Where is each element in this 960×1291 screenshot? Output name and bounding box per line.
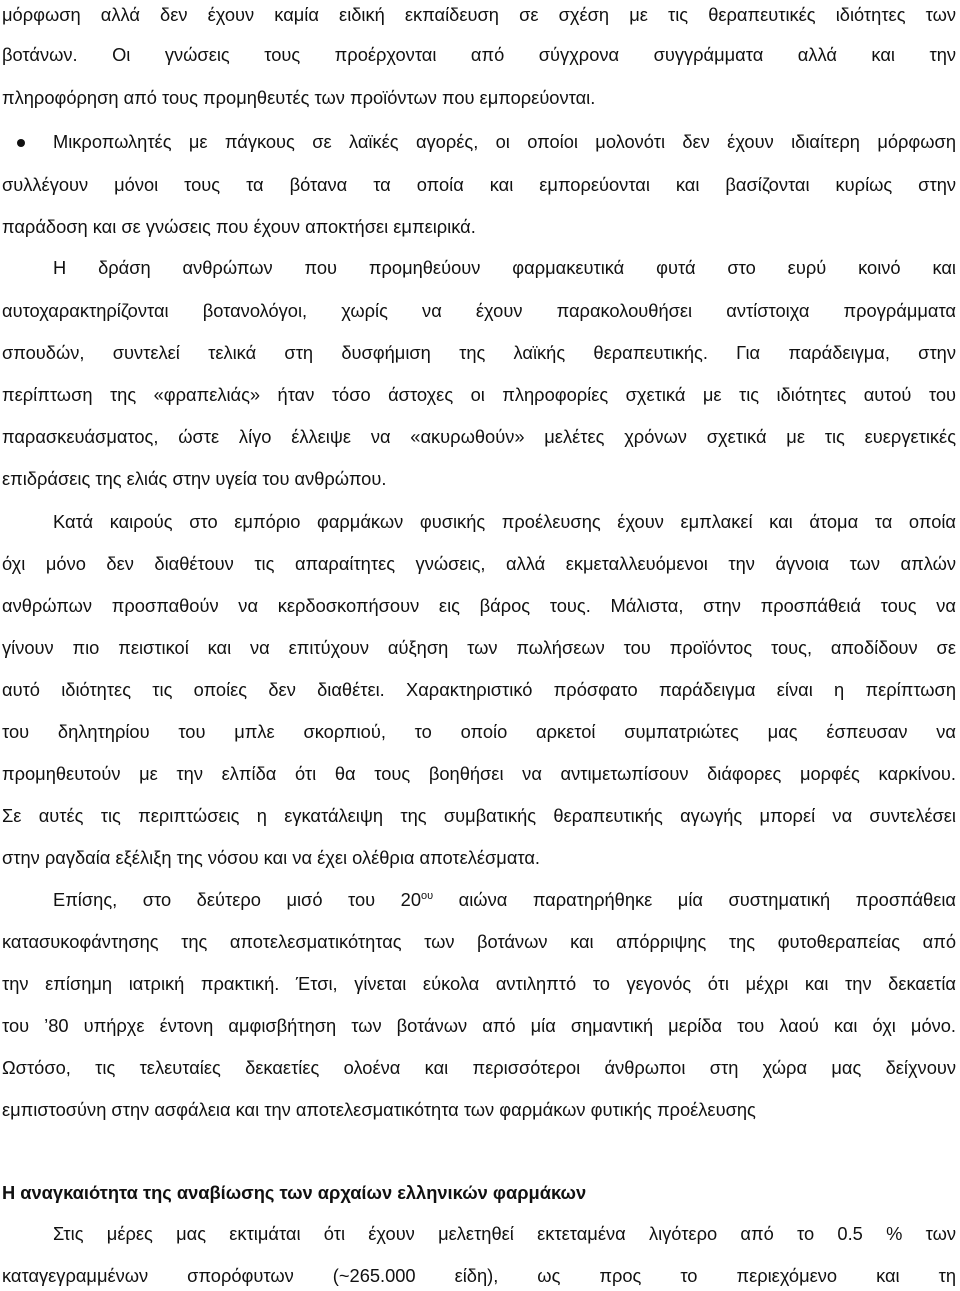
paragraph-line: Ωστόσο, τις τελευταίες δεκαετίες ολοένα και περισσότεροι άνθρωποι στη χώρα μας δείχνουν: [2, 1057, 956, 1078]
paragraph-line: Η δράση ανθρώπων που προμηθεύουν φαρμακευτικά φυτά στο ευρύ κοινό και: [53, 257, 956, 278]
paragraph-line: ανθρώπων προσπαθούν να κερδοσκοπήσουν εις βάρος τους. Μάλιστα, στην προσπάθειά τους να: [2, 595, 956, 616]
text-line: βοτάνων. Οι γνώσεις τους προέρχονται από σύγχρονα συγγράμματα αλλά και την: [2, 44, 956, 65]
text-line: πληροφόρηση από τους προμηθευτές των προϊόντων που εμπορεύονται.: [2, 87, 596, 108]
paragraph-line: την επίσημη ιατρική πρακτική. Έτσι, γίνεται εύκολα αντιληπτό το γεγονός ότι μέχρι και την δεκαετία: [2, 973, 956, 994]
paragraph-line: Κατά καιρούς στο εμπόριο φαρμάκων φυσικής προέλευσης έχουν εμπλακεί και άτομα τα οποία: [53, 511, 956, 532]
paragraph-line: Στις μέρες μας εκτιμάται ότι έχουν μελετηθεί εκτεταμένα λιγότερο από το 0.5 % των: [53, 1223, 956, 1244]
paragraph-line: εμπιστοσύνη στην ασφάλεια και την αποτελεσματικότητα των φαρμάκων φυτικής προέλευσης: [2, 1099, 756, 1120]
paragraph-line: σπουδών, συντελεί τελικά στη δυσφήμιση της λαϊκής θεραπευτικής. Για παράδειγμα, στην: [2, 342, 956, 363]
paragraph-line: κατασυκοφάντησης της αποτελεσματικότητας των βοτάνων και απόρριψης της φυτοθεραπείας από: [2, 931, 956, 952]
paragraph-line: γίνουν πιο πειστικοί και να επιτύχουν αύξηση των πωλήσεων του προϊόντος τους, αποδίδουν σε: [2, 637, 956, 658]
superscript-ordinal: ου: [421, 890, 434, 902]
paragraph-line: αυτοχαρακτηρίζονται βοτανολόγοι, χωρίς να έχουν παρακολουθήσει αντίστοιχα προγράμματα: [2, 300, 956, 321]
bullet-item-line: συλλέγουν μόνοι τους τα βότανα τα οποία και εμπορεύονται και βασίζονται κυρίως στην: [2, 174, 956, 195]
paragraph-line: Σε αυτές τις περιπτώσεις η εγκατάλειψη της συμβατικής θεραπευτικής αγωγής μπορεί να συντελέσει: [2, 805, 956, 826]
section-heading: Η αναγκαιότητα της αναβίωσης των αρχαίων ελληνικών φαρμάκων: [2, 1182, 587, 1203]
paragraph-line: του ’80 υπήρχε έντονη αμφισβήτηση των βοτάνων από μία σημαντική μερίδα του λαού και όχι μόνο.: [2, 1015, 956, 1036]
paragraph-line: του δηλητηρίου του μπλε σκορπιού, το οποίο αρκετοί συμπατριώτες μας έσπευσαν να: [2, 721, 956, 742]
paragraph-line: περίπτωση της «φραπελιάς» ήταν τόσο άστοχες οι πληροφορίες σχετικά με τις ιδιότητες αυτού του: [2, 384, 956, 405]
bullet-item-line: παράδοση και σε γνώσεις που έχουν αποκτήσει εμπειρικά.: [2, 216, 476, 237]
paragraph-line: επιδράσεις της ελιάς στην υγεία του ανθρώπου.: [2, 468, 387, 489]
line-text-after: αιώνα παρατηρήθηκε μία συστηματική προσπάθεια: [433, 889, 956, 910]
paragraph-line: προμηθευτούν με την ελπίδα ότι θα τους βοηθήσει να αντιμετωπίσουν διάφορες μορφές καρκίνου.: [2, 763, 956, 784]
text-line: μόρφωση αλλά δεν έχουν καμία ειδική εκπαίδευση σε σχέση με τις θεραπευτικές ιδιότητες των: [2, 4, 956, 25]
paragraph-line: στην ραγδαία εξέλιξη της νόσου και να έχει ολέθρια αποτελέσματα.: [2, 847, 541, 868]
bullet-icon: [17, 139, 25, 147]
paragraph-line: παρασκευάσματος, ώστε λίγο έλλειψε να «ακυρωθούν» μελέτες χρόνων σχετικά με τις ευεργετικές: [2, 426, 956, 447]
bullet-item-line: Μικροπωλητές με πάγκους σε λαϊκές αγορές, οι οποίοι μολονότι δεν έχουν ιδιαίτερη μόρφωση: [53, 131, 956, 152]
paragraph-line: όχι μόνο δεν διαθέτουν τις απαραίτητες γνώσεις, αλλά εκμεταλλευόμενοι την άγνοια των απλών: [2, 553, 956, 574]
paragraph-line: [53, 885, 956, 915]
paragraph-line: αυτό ιδιότητες τις οποίες δεν διαθέτει. Χαρακτηριστικό πρόσφατο παράδειγμα είναι η περίπτωση: [2, 679, 956, 700]
paragraph-line: καταγεγραμμένων σπορόφυτων (~265.000 είδη), ως προς το περιεχόμενο και τη: [2, 1265, 956, 1286]
line-text-before: Επίσης, στο δεύτερο μισό του 20: [53, 889, 422, 910]
